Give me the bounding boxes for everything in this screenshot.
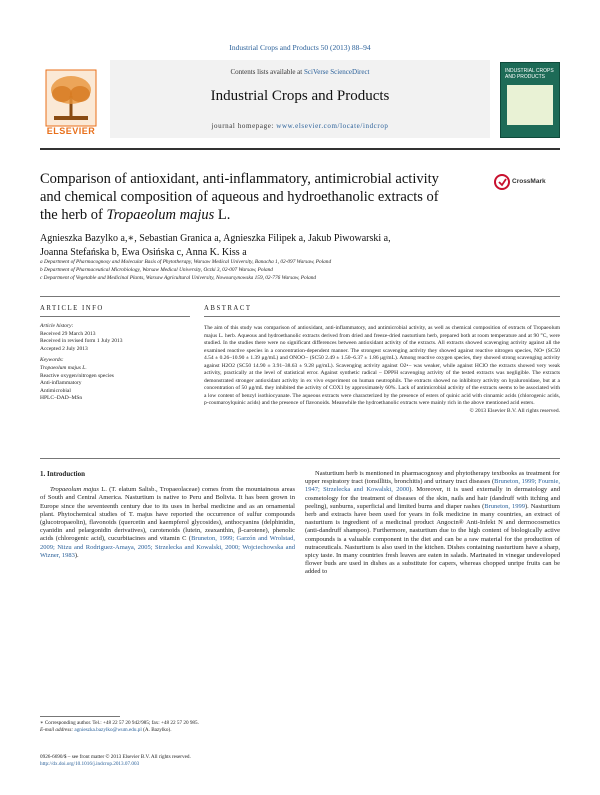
body-column-right bbox=[305, 470, 560, 577]
authors-line-1: Agnieszka Bazylko a,∗, Sebastian Granica a, Agnieszka Filipek a, Jakub Piwowarski a, bbox=[40, 233, 391, 244]
authors-line-2: Joanna Stefańska b, Ewa Osińska c, Anna K. Kiss a bbox=[40, 247, 247, 258]
revised-date: Received in revised form 1 July 2013 bbox=[40, 338, 123, 345]
keyword: Antimicrobial bbox=[40, 387, 71, 394]
abstract-bottom-rule bbox=[40, 458, 560, 459]
paragraph-text: L. (T. elatum Salisb., Tropaeolaceae) comes from the mountainous areas of South and Central America. Nasturtium is native to Peru and Bolivia. It has been grown in Europe since the seventeenth century due to its uses in herbal medicine and as an ornamental plant. Phytochemical studies of T. majus have reported the occurrence of sulfur compounds (glucotropaeolin), flavonoids (quercetin and kaempferol glycosides), anthocyanins (delphinidin, cyanidin and pelargonidin derivatives), carotenoids (lutein, zeaxanthin, β-carotene), phenolic acids (chlorogenic acid), cucurbitacines and vitamin C ( bbox=[40, 486, 295, 543]
accepted-date: Accepted 2 July 2013 bbox=[40, 345, 88, 352]
issn-line: 0926-6690/$ – see front matter © 2013 Elsevier B.V. All rights reserved. bbox=[40, 754, 191, 760]
title-line-2: and chemical composition of aqueous and hydroethanolic extracts of bbox=[40, 189, 439, 205]
article-info-heading: ARTICLE INFO bbox=[40, 305, 104, 312]
journal-cover-thumbnail[interactable] bbox=[500, 62, 560, 138]
article-info bbox=[40, 323, 190, 403]
doi-link[interactable]: http://dx.doi.org/10.1016/j.indcrop.2013.07.003 bbox=[40, 761, 140, 767]
email-link[interactable]: agnieszka.bazylko@wum.edu.pl bbox=[74, 727, 142, 733]
received-date: Received 29 March 2013 bbox=[40, 330, 96, 337]
author-list bbox=[40, 232, 540, 260]
sciencedirect-link[interactable]: SciVerse ScienceDirect bbox=[304, 68, 370, 76]
affiliation-rule bbox=[40, 296, 560, 297]
cover-image bbox=[507, 85, 553, 125]
elsevier-tree-logo-icon[interactable] bbox=[40, 64, 102, 130]
paragraph-text: Nasturtium herb is mentioned in pharmacognosy and phytotherapy textbooks as treatment for upper respiratory tract (tonsillitis, bronchitis) and urinary tract diseases ( bbox=[305, 470, 560, 486]
header-rule bbox=[40, 148, 560, 150]
body-column-left bbox=[40, 470, 295, 560]
intro-paragraph bbox=[305, 470, 560, 577]
title-line-3-prefix: the herb of bbox=[40, 207, 107, 223]
affiliations bbox=[40, 258, 560, 282]
contents-line bbox=[110, 68, 490, 76]
email-suffix: (A. Bazylko). bbox=[141, 727, 172, 733]
email-label: E-mail address: bbox=[40, 727, 75, 733]
journal-reference[interactable]: Industrial Crops and Products 50 (2013) 88–94 bbox=[229, 43, 371, 52]
abstract-heading: ABSTRACT bbox=[204, 305, 252, 312]
title-species: Tropaeolum majus bbox=[106, 207, 215, 223]
publisher-name: ELSEVIER bbox=[46, 126, 96, 136]
intro-paragraph bbox=[40, 486, 295, 560]
title-line-1: Comparison of antioxidant, anti-inflammatory, antimicrobial activity bbox=[40, 171, 439, 187]
section-heading-introduction: 1. Introduction bbox=[40, 470, 85, 478]
paragraph-text: ). Nasturtium herb and extracts have been used for years in folk medicine in many countries, an extract of nasturtium is ingredient of a medicinal product Angocin® Anti-Infekt N and dermocosmetics (anti-dandruff shampoo). Furthermore, nasturtium due to the high content of biologically active compounds is a valuable component in the diet and can be a raw material for the production of nutraceuticals. Nasturtium is also used in the kitchen. Dishes containing nasturtium have a sharp, spicy taste. In many countries fresh leaves are eaten in salads. Marinated in vinegar undeveloped flower buds are used in dishes as a substitute for capers, whereas chopped unripe fruits can be added to bbox=[305, 502, 560, 576]
contents-prefix: Contents lists available at bbox=[230, 68, 304, 76]
citation-link[interactable]: Bruneton, 1999; Garzón and Wrolstad, 2009; Niizu and Rodriguez-Amaya, 2005; Strzelecka and Kowalski, 2000; Wojciechowska and Wizner, 1983 bbox=[40, 535, 295, 559]
abstract-copyright: © 2013 Elsevier B.V. All rights reserved. bbox=[469, 407, 560, 414]
citation-link[interactable]: Bruneton, 1999 bbox=[484, 502, 525, 510]
keyword: Tropaeolum majus L. bbox=[40, 364, 87, 371]
homepage-prefix: journal homepage: bbox=[211, 122, 277, 130]
cover-title: INDUSTRIAL CROPS AND PRODUCTS bbox=[505, 68, 554, 80]
title-line-3-suffix: L. bbox=[214, 207, 231, 223]
footnotes bbox=[40, 720, 295, 734]
journal-title: Industrial Crops and Products bbox=[210, 88, 390, 104]
abstract-text: The aim of this study was comparison of antioxidant, anti-inflammatory, and antimicrobial activity, as well as chemical composition of extracts of Tropaeolum majus L. herb. Aqueous and hydroethanolic extracts derived from dried and freeze-dried nasturtium herb, prepared both at room temperature and at 90 °C, were studied. In the studies there were no significant differences between antioxidant activity of the extracts. All extracts showed scavenging activity against all the examined reactive species in a concentration-dependent manner. The strongest scavenging activity they showed against reactive nitrogen species, NO• (SC50 4.54 ± 0.26–10.90 ± 1.39 μg/mL) and ONOO− (SC50 2.49 ± 1.50–6.37 ± 1.86 μg/mL). Among reactive oxygen species, they showed strong scavenging activity against H2O2 (SC50 14.90 ± 3.91–38.63 ± 9.28 μg/mL). Scavenging activity against O2•− was weaker, while against HClO the extracts showed very weak activity, practically at the level of statistical error. Against synthetic radical – DPPH scavenging activity of the tested extracts was negligible. The extracts demonstrated stronger antioxidant activity in ex vivo experiment on human neutrophils. The extracts showed no inhibitory activity on hyaluronidase, but at a concentration of 50 μg/mL they inhibited the activity of COX1 by approximately 60%. Lack of antimicrobial activity of the extracts seems to be associated with a low content of benzyl isothiocyanate. The aqueous extracts were characterized by the presence of esters of quinic acid with cinnamic acids (chlorogenic acids, p-coumaroylquinic acids) and the presence of flavonoids. Meanwhile the hydroethanolic extracts were mainly rich in the above mentioned acid esters. bbox=[204, 325, 560, 406]
affiliation-c: c Department of Vegetable and Medicinal Plants, Warsaw Agricultural University, Nowoursynowska 159, 02-776 Warsaw, Poland bbox=[40, 275, 317, 281]
journal-header bbox=[40, 60, 560, 140]
article-info-rule bbox=[40, 316, 190, 317]
history-label: Article history: bbox=[40, 323, 74, 329]
abstract-body bbox=[204, 325, 560, 415]
page-footer bbox=[40, 754, 340, 768]
paragraph-end: ). bbox=[74, 551, 79, 559]
citation-link[interactable]: Bruneton, 1999; Fournie, 1947; Strzelecka and Kowalski, 2000 bbox=[305, 478, 560, 494]
keyword: HPLC–DAD–MSn bbox=[40, 395, 83, 402]
header-banner bbox=[110, 60, 490, 138]
footnote-rule bbox=[40, 716, 120, 717]
article-title bbox=[40, 170, 480, 224]
corresponding-author-note: ∗ Corresponding author. Tel.: +48 22 57 20 942/985; fax: +48 22 57 20 985. bbox=[40, 720, 199, 726]
abstract-rule bbox=[204, 316, 560, 317]
journal-homepage bbox=[110, 122, 490, 130]
keywords-label: Keywords: bbox=[40, 357, 64, 364]
keyword: Anti-inflammatory bbox=[40, 380, 82, 387]
keyword: Reactive oxygen/nitrogen species bbox=[40, 372, 114, 379]
homepage-link[interactable]: www.elsevier.com/locate/indcrop bbox=[276, 122, 389, 130]
species-name: Tropaeolum majus bbox=[50, 486, 99, 494]
paragraph-text: ). Moreover, it is used externally in dermatology and cosmetology for the treatment of diseases of the skin, nails and hair (dandruff with itching and peeling), sunburns, superficial and limited burns and diaper rashes ( bbox=[305, 486, 560, 510]
crossmark-label[interactable]: CrossMark bbox=[512, 178, 546, 185]
affiliation-b: b Department of Pharmaceutical Microbiology, Warsaw Medical University, Oczki 3, 02-007 Warsaw, Poland bbox=[40, 267, 273, 273]
crossmark-icon[interactable] bbox=[494, 174, 510, 192]
affiliation-a: a Department of Pharmacognosy and Molecular Basis of Phytotherapy, Warsaw Medical University, Banacha 1, 02-097 Warsaw, Poland bbox=[40, 259, 332, 265]
